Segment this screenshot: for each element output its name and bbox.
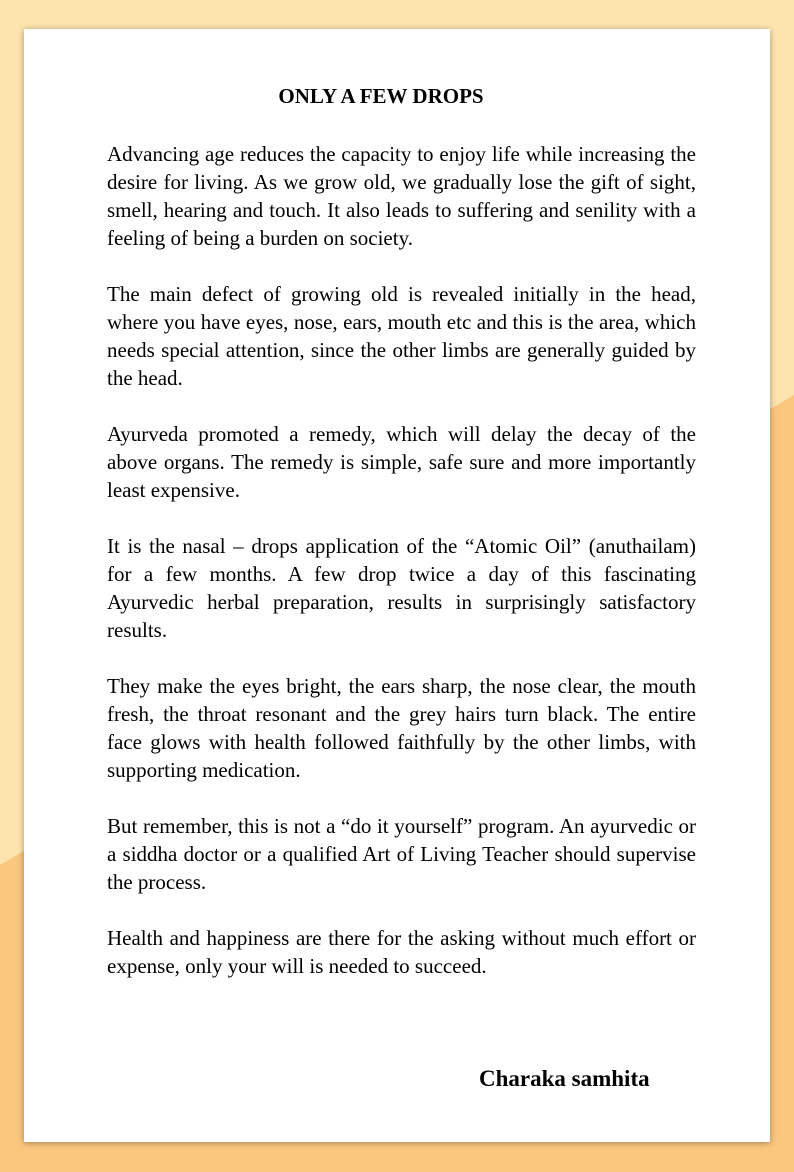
- paragraph: Health and happiness are there for the asking without much effort or expense, only your will is needed to succeed.: [107, 926, 696, 978]
- paragraph: It is the nasal – drops application of the “Atomic Oil” (anuthailam) for a few months. A few drop twice a day of this fascinating Ayurvedic herbal preparation, results in surprisingly satisfactory results.: [107, 534, 696, 642]
- paragraph: They make the eyes bright, the ears sharp, the nose clear, the mouth fresh, the throat resonant and the grey hairs turn black. The entire face glows with health followed faithfully by the other limbs, with supporting medication.: [107, 674, 696, 782]
- paragraph: But remember, this is not a “do it yourself” program. An ayurvedic or a siddha doctor or a qualified Art of Living Teacher should supervise the process.: [107, 814, 696, 894]
- paragraph: The main defect of growing old is revealed initially in the head, where you have eyes, nose, ears, mouth etc and this is the area, which needs special attention, since the other limbs are generally guided by the head.: [107, 282, 696, 390]
- document-title: ONLY A FEW DROPS: [278, 84, 484, 108]
- document-page: [24, 29, 770, 1142]
- paragraph: Advancing age reduces the capacity to enjoy life while increasing the desire for living. As we grow old, we gradually lose the gift of sight, smell, hearing and touch. It also leads to suffering and senility with a feeling of being a burden on society.: [107, 142, 696, 250]
- signature: Charaka samhita: [479, 1066, 650, 1091]
- document-body: [107, 140, 696, 1008]
- paragraph: Ayurveda promoted a remedy, which will delay the decay of the above organs. The remedy is simple, safe sure and more importantly least expensive.: [107, 422, 696, 502]
